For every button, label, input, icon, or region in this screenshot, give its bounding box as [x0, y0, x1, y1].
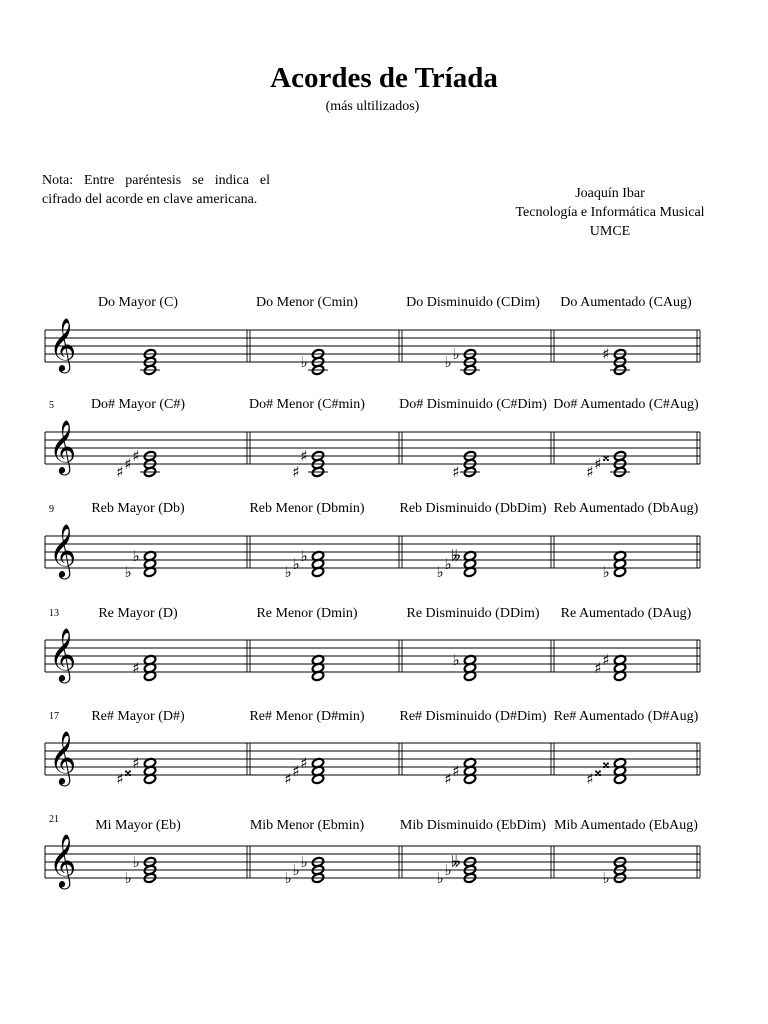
chord: [560, 295, 692, 376]
flat-sign: ♭: [300, 547, 308, 565]
page-title: Acordes de Tríada: [270, 62, 498, 94]
sharp-sign: ♯: [292, 762, 300, 780]
chord: [98, 606, 178, 682]
chord: [400, 501, 547, 581]
chord-label: Mib Menor (Ebmin): [249, 818, 365, 833]
flat-sign: ♭: [444, 353, 452, 371]
sharp-sign: ♯: [444, 770, 452, 788]
chord: [256, 606, 357, 682]
flat-sign: ♭: [292, 555, 300, 573]
chord: [400, 818, 547, 887]
sharp-sign: ♯: [116, 770, 124, 788]
sharp-sign: ♯: [132, 447, 140, 465]
sharp-sign: ♯: [284, 770, 292, 788]
chord: [399, 397, 547, 481]
chord: [91, 501, 185, 581]
page-subtitle: (más ultilizados): [325, 99, 420, 114]
sharp-sign: ♯: [594, 455, 602, 473]
chord: [554, 818, 698, 887]
flat-sign: ♭: [132, 853, 140, 871]
author-name: Joaquín Ibar: [575, 186, 645, 201]
note-text: Nota: Entre paréntesis se indica el cifrado del acorde en clave americana.: [42, 173, 270, 207]
treble-clef-icon: 𝄞: [49, 730, 77, 784]
treble-clef-icon: 𝄞: [49, 317, 77, 371]
chord: [91, 397, 185, 481]
chord-label: Reb Mayor (Db): [91, 501, 185, 516]
staff-system: [45, 709, 700, 788]
chord-label: Reb Disminuido (DbDim): [399, 501, 547, 516]
sharp-sign: ♯: [594, 659, 602, 677]
flat-sign: ♭: [602, 563, 610, 581]
flat-sign: ♭: [124, 869, 132, 887]
chord: [554, 709, 699, 788]
chord: [98, 295, 178, 376]
flat-sign: ♭: [124, 563, 132, 581]
flat-sign: ♭: [452, 651, 460, 669]
chord: [561, 606, 692, 682]
chord-label: Do# Disminuido (C#Dim): [399, 397, 547, 412]
sharp-sign: ♯: [586, 463, 594, 481]
sharp-sign: ♯: [292, 463, 300, 481]
sharp-sign: ♯: [300, 447, 308, 465]
chord: [256, 295, 358, 376]
double-flat-sign: 𝄫: [451, 547, 461, 565]
flat-sign: ♭: [436, 563, 444, 581]
sharp-sign: ♯: [452, 762, 460, 780]
measure-number: 5: [49, 400, 54, 411]
sharp-sign: ♯: [602, 345, 610, 363]
chord-label: Mi Mayor (Eb): [95, 818, 181, 833]
chord-label: Re Mayor (D): [98, 606, 178, 621]
sharp-sign: ♯: [300, 754, 308, 772]
chord-label: Do Disminuido (CDim): [406, 295, 540, 310]
author-department: Tecnología e Informática Musical: [515, 205, 705, 220]
chord-label: Reb Menor (Dbmin): [249, 501, 365, 516]
chord-label: Reb Aumentado (DbAug): [553, 501, 699, 516]
chord: [95, 818, 181, 887]
chord-label: Do# Menor (C#min): [249, 397, 365, 412]
flat-sign: ♭: [436, 869, 444, 887]
chord-label: Re Disminuido (DDim): [406, 606, 540, 621]
chord: [553, 397, 699, 481]
double-sharp-sign: 𝄪: [594, 762, 602, 780]
staff-system: [45, 295, 700, 376]
chord-label: Re Menor (Dmin): [256, 606, 358, 621]
measure-number: 21: [49, 814, 59, 825]
chord: [400, 709, 547, 788]
chord-label: Do Menor (Cmin): [256, 295, 358, 310]
chord: [249, 397, 365, 481]
flat-sign: ♭: [300, 353, 308, 371]
staff-system: [45, 606, 700, 683]
sharp-sign: ♯: [124, 455, 132, 473]
sharp-sign: ♯: [452, 463, 460, 481]
chord: [249, 501, 364, 581]
chord-label: Do# Mayor (C#): [90, 397, 186, 412]
sharp-sign: ♯: [132, 754, 140, 772]
chord: [554, 501, 699, 581]
chord-label: Mib Aumentado (EbAug): [554, 818, 698, 833]
flat-sign: ♭: [602, 869, 610, 887]
treble-clef-icon: 𝄞: [49, 523, 77, 577]
sharp-sign: ♯: [602, 651, 610, 669]
chord-label: Do# Aumentado (C#Aug): [553, 397, 699, 412]
sharp-sign: ♯: [132, 659, 140, 677]
author-institution: UMCE: [589, 224, 631, 239]
measure-number: 17: [49, 711, 59, 722]
flat-sign: ♭: [132, 547, 140, 565]
chord: [406, 295, 540, 376]
flat-sign: ♭: [284, 869, 292, 887]
staff-system: [45, 397, 700, 481]
chord-label: Re Aumentado (DAug): [560, 606, 692, 621]
double-flat-sign: 𝄫: [451, 853, 461, 871]
measure-number: 13: [49, 608, 59, 619]
flat-sign: ♭: [444, 861, 452, 879]
chord-label: Re# Menor (D#min): [249, 709, 365, 724]
measure-number: 9: [49, 504, 54, 515]
treble-clef-icon: 𝄞: [49, 833, 77, 887]
flat-sign: ♭: [444, 555, 452, 573]
chord: [249, 709, 364, 788]
chord-label: Re# Aumentado (D#Aug): [553, 709, 699, 724]
chord: [91, 709, 185, 788]
sharp-sign: ♯: [116, 463, 124, 481]
staff-system: [45, 501, 700, 581]
staff-system: [45, 814, 700, 889]
flat-sign: ♭: [284, 563, 292, 581]
sharp-sign: ♯: [586, 770, 594, 788]
double-sharp-sign: 𝄪: [124, 762, 132, 780]
treble-clef-icon: 𝄞: [49, 419, 77, 473]
chord-label: Mib Disminuido (EbDim): [399, 818, 547, 833]
treble-clef-icon: 𝄞: [49, 627, 77, 681]
chord: [407, 606, 540, 682]
chord: [250, 818, 365, 887]
flat-sign: ♭: [452, 345, 460, 363]
chord-label: Re# Mayor (D#): [91, 709, 185, 724]
double-sharp-sign: 𝄪: [602, 754, 610, 772]
flat-sign: ♭: [300, 853, 308, 871]
chord-label: Re# Disminuido (D#Dim): [399, 709, 547, 724]
chord-label: Do Mayor (C): [97, 295, 179, 310]
chord-label: Do Aumentado (CAug): [560, 295, 692, 310]
flat-sign: ♭: [292, 861, 300, 879]
double-sharp-sign: 𝄪: [602, 447, 610, 465]
